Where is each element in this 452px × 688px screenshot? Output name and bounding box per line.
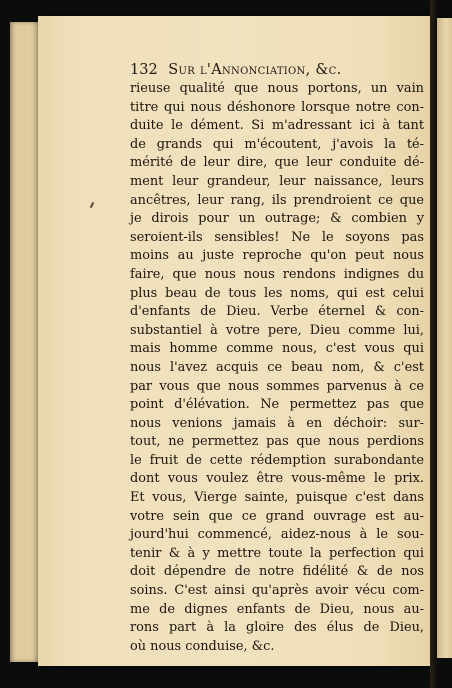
text-line: Et vous, Vierge sainte, puisque c'est dans [130, 490, 424, 506]
text-line: seroient-ils sensibles! Ne le soyons pas [130, 229, 424, 245]
running-header [130, 62, 430, 78]
page-number: 132 [130, 62, 158, 78]
text-line: jourd'hui commencé, aidez-nous à le sou- [130, 527, 424, 543]
text-line: où nous conduise, &c. [130, 638, 275, 654]
text-line: votre sein que ce grand ouvrage est au- [130, 508, 424, 524]
text-line: mérité de leur dire, que leur conduite dé- [130, 155, 424, 171]
text-line: par vous que nous sommes parvenus à ce [130, 378, 424, 394]
page-edges [10, 22, 41, 662]
text-line: duite le dément. Si m'adressant ici à tant [130, 118, 424, 134]
text-line: point d'élévation. Ne permettez pas que [130, 397, 424, 413]
text-line: mais homme comme nous, c'est vous qui [130, 341, 424, 357]
text-line: ancêtres, leur rang, ils prendroient ce que [130, 192, 424, 208]
text-line: titre qui nous déshonore lorsque notre con- [130, 99, 424, 115]
text-line: substantiel à votre pere, Dieu comme lui, [130, 322, 424, 338]
text-line: soins. C'est ainsi qu'après avoir vécu com- [130, 583, 424, 599]
text-line: le fruit de cette rédemption surabondante [130, 452, 424, 468]
text-line: nous l'avez acquis ce beau nom, & c'est [130, 359, 424, 375]
body-text [130, 80, 424, 656]
text-line: dont vous voulez être vous-même le prix. [130, 471, 424, 487]
text-line: moins au juste reproche qu'on peut nous [130, 248, 424, 264]
text-line: rieuse qualité que nous portons, un vain [130, 81, 424, 96]
text-line: je dirois pour un outrage; & combien y [130, 211, 424, 227]
text-line: doit dépendre de notre fidélité & de nos [130, 564, 424, 580]
text-line: nous venions jamais à en déchoir: sur- [130, 415, 424, 431]
text-line: de grands qui m'écoutent, j'avois la té- [130, 136, 424, 152]
text-line: plus beau de tous les noms, qui est celui [130, 285, 424, 301]
text-line: rons part à la gloire des élus de Dieu, [130, 620, 424, 636]
text-line: tout, ne permettez pas que nous perdions [130, 434, 424, 450]
text-line: faire, que nous nous rendons indignes du [130, 266, 424, 282]
next-page-edge [437, 18, 452, 658]
text-line: tenir & à y mettre toute la perfection qui [130, 545, 424, 561]
text-line: ment leur grandeur, leur naissance, leurs [130, 173, 424, 189]
running-title: Sur l'Annonciation, &c. [168, 62, 342, 78]
text-line: d'enfants de Dieu. Verbe éternel & con- [130, 304, 424, 320]
text-line: me de dignes enfants de Dieu, nous au- [130, 601, 424, 617]
